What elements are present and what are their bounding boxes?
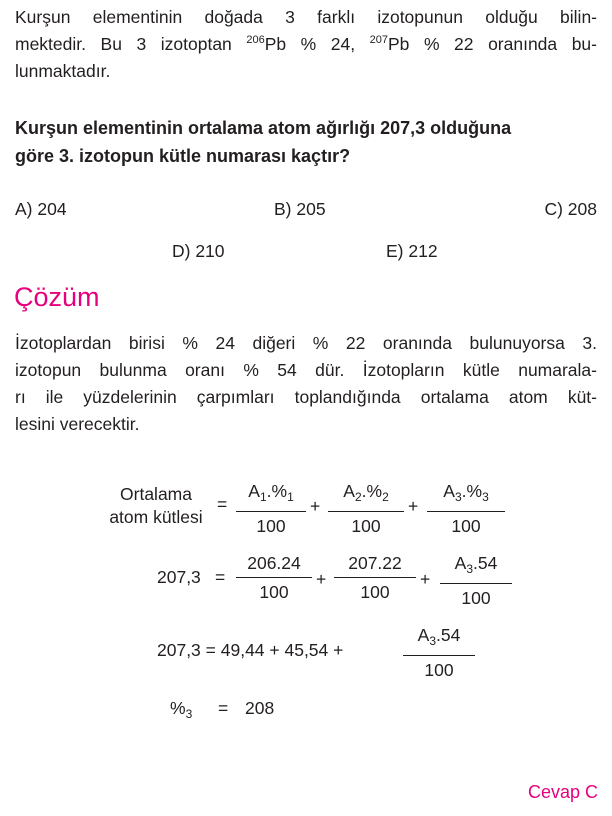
- result-percent: $\%_3$: [170, 698, 193, 721]
- option-d: D) 210: [172, 241, 225, 261]
- step1-equals: =: [215, 567, 226, 587]
- formula-lhs: [98, 483, 214, 529]
- step1-lhs: 207,3: [157, 567, 201, 587]
- step2-denominator: 100: [424, 660, 454, 680]
- step2-numerator: $A_3.54$: [403, 622, 475, 656]
- prompt-line-2: göre 3. izotopun kütle numarası kaçtır?: [15, 146, 351, 166]
- fraction-3-denominator: 100: [451, 516, 481, 536]
- solution-line-4: lesini verecektir.: [15, 414, 140, 434]
- intro-line-1: Kurşun elementinin doğada 3 farklı izotopunun olduğu bilin-: [15, 7, 597, 27]
- step1-numerator-2: 207.22: [334, 550, 416, 578]
- step2-fraction: [403, 622, 475, 685]
- answer-label: Cevap C: [527, 782, 598, 802]
- step2-expression: 207,3 = 49,44 + 45,54 +: [157, 640, 344, 660]
- fraction-2-denominator: 100: [351, 516, 381, 536]
- question-intro: [15, 4, 597, 85]
- intro-line-2-text: mektedir. Bu 3 izotoptan: [15, 34, 247, 54]
- isotope-2-mass: 207: [369, 34, 388, 46]
- formula-lhs-line-1: Ortalama: [120, 484, 192, 504]
- isotope-2-symbol: Pb: [388, 34, 410, 54]
- isotope-1-mass: 206: [246, 34, 265, 46]
- option-c: C) 208: [544, 199, 597, 219]
- step1-plus-1: +: [316, 569, 327, 589]
- result-value: 208: [245, 698, 275, 718]
- solution-heading: Çözüm: [14, 282, 100, 312]
- option-e: E) 212: [386, 241, 438, 261]
- solution-line-2: izotopun bulunma oranı % 54 dür. İzotopların kütle numarala-: [15, 360, 597, 380]
- isotope-2-percent: % 22 oranında bu-: [409, 34, 597, 54]
- prompt-line-1: Kurşun elementinin ortalama atom ağırlığı 207,3 olduğuna: [15, 118, 512, 138]
- step1-denominator-2: 100: [360, 582, 390, 602]
- step1-fraction-3: [440, 550, 512, 613]
- fraction-1-denominator: 100: [256, 516, 286, 536]
- step1-plus-2: +: [420, 569, 431, 589]
- formula-fraction-1: [236, 478, 306, 541]
- step1-fraction-1: [236, 550, 312, 607]
- formula-fraction-2: [328, 478, 404, 541]
- formula-lhs-line-2: atom kütlesi: [109, 507, 203, 527]
- step1-fraction-2: [334, 550, 416, 607]
- formula-plus-2: +: [408, 496, 419, 516]
- formula-equals: =: [217, 494, 228, 514]
- option-a: A) 204: [15, 199, 67, 219]
- formula-plus-1: +: [310, 496, 321, 516]
- step1-denominator-1: 100: [259, 582, 289, 602]
- isotope-1-symbol: Pb: [264, 34, 287, 54]
- intro-line-2: [15, 31, 597, 58]
- isotope-1-percent: % 24,: [286, 34, 370, 54]
- formula-fraction-3: [427, 478, 505, 541]
- solution-text: [15, 330, 597, 438]
- step1-numerator-3: $A_3.54$: [440, 550, 512, 584]
- fraction-1-numerator: $A_1.\%_1$: [236, 478, 306, 512]
- solution-line-3: rı ile yüzdelerinin çarpımları toplandığında ortalama atom küt-: [15, 387, 597, 407]
- step1-denominator-3: 100: [461, 588, 491, 608]
- solution-line-1: İzotoplardan birisi % 24 diğeri % 22 oranında bulunuyorsa 3.: [15, 333, 597, 353]
- intro-line-3: lunmaktadır.: [15, 61, 111, 81]
- question-prompt: [15, 114, 597, 170]
- fraction-2-numerator: $A_2.\%_2$: [328, 478, 404, 512]
- option-b: B) 205: [274, 199, 326, 219]
- result-equals: =: [218, 698, 229, 718]
- fraction-3-numerator: $A_3.\%_3$: [427, 478, 505, 512]
- step1-numerator-1: 206.24: [236, 550, 312, 578]
